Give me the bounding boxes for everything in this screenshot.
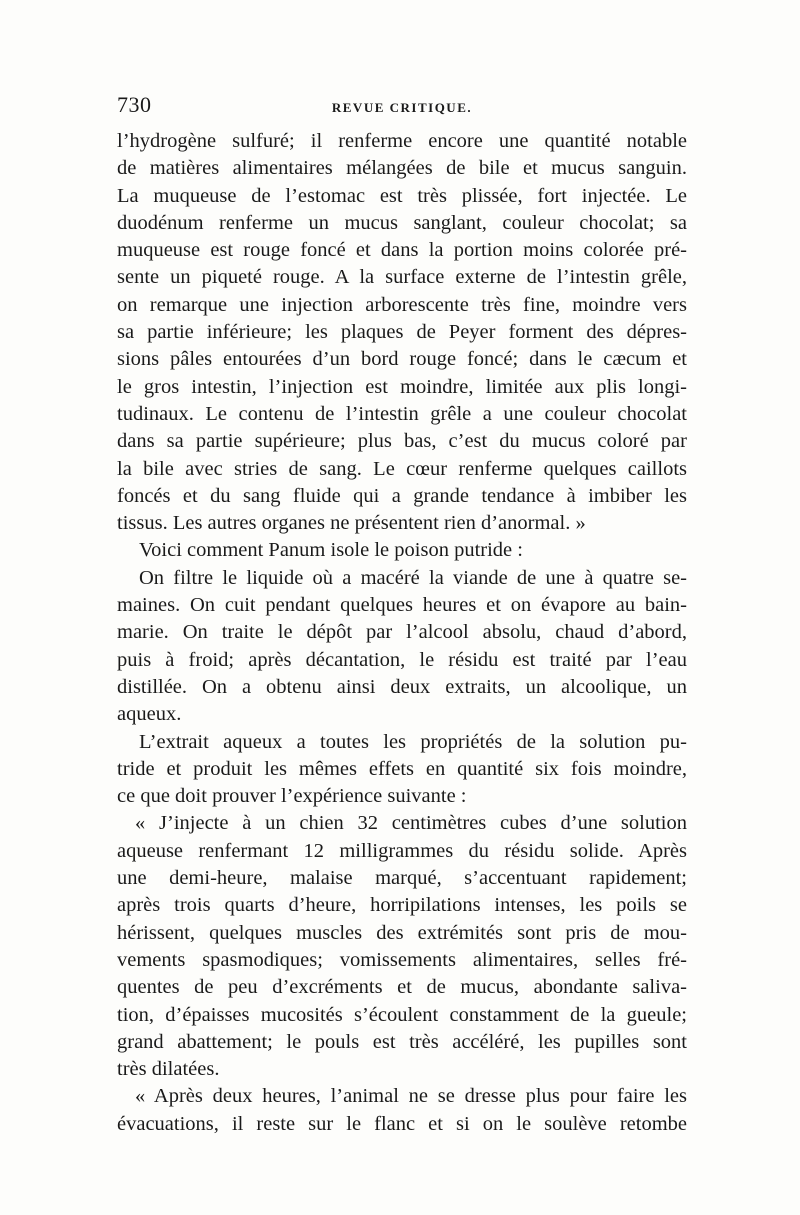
text-line: aqueuse renfermant 12 milligrammes du résidu solide. Après (117, 839, 687, 862)
paragraph-first-line: L’extrait aqueux a toutes les propriétés de la solution pu- (139, 730, 687, 753)
text-line: puis à froid; après décantation, le résidu est traité par l’eau (117, 648, 687, 671)
text-line: sions pâles entourées d’un bord rouge foncé; dans le cæcum et (117, 348, 687, 371)
text-line: hérissent, quelques muscles des extrémités sont pris de mou- (117, 921, 687, 944)
text-line: de matières alimentaires mélangées de bile et mucus sanguin. (117, 157, 687, 180)
text-line: muqueuse est rouge foncé et dans la portion moins colorée pré- (117, 239, 687, 262)
text-line: La muqueuse de l’estomac est très plissée, fort injectée. Le (117, 184, 687, 207)
page-number: 730 (117, 92, 152, 117)
text-line: une demi-heure, malaise marqué, s’accentuant rapidement; (117, 867, 687, 890)
page-header (117, 92, 687, 122)
paragraph-first-line: Voici comment Panum isole le poison putride : (139, 539, 523, 562)
body-text (117, 128, 687, 1138)
text-line: évacuations, il reste sur le flanc et si on le soulève retombe (117, 1112, 687, 1135)
text-line: tion, d’épaisses mucosités s’écoulent constamment de la gueule; (117, 1003, 687, 1026)
running-head: REVUE CRITIQUE. (331, 100, 473, 115)
text-line: tissus. Les autres organes ne présentent rien d’anormal. » (117, 512, 586, 535)
text-line: tride et produit les mêmes effets en quantité six fois moindre, (117, 757, 687, 780)
text-line: aqueux. (117, 703, 182, 726)
text-line: ce que doit prouver l’expérience suivante : (117, 785, 467, 808)
text-line: maines. On cuit pendant quelques heures et on évapore au bain- (117, 594, 687, 617)
text-line: sa partie inférieure; les plaques de Peyer forment des dépres- (117, 321, 687, 344)
text-line: le gros intestin, l’injection est moindre, limitée aux plis longi- (117, 375, 687, 398)
text-line: vements spasmodiques; vomissements alimentaires, selles fré- (117, 948, 687, 971)
text-line: tudinaux. Le contenu de l’intestin grêle a une couleur chocolat (117, 402, 687, 425)
text-line: on remarque une injection arborescente très fine, moindre vers (117, 293, 687, 316)
paragraph-first-line: On filtre le liquide où a macéré la viande de une à quatre se- (139, 566, 687, 589)
text-line: distillée. On a obtenu ainsi deux extraits, un alcoolique, un (117, 675, 687, 698)
text-line: après trois quarts d’heure, horripilations intenses, les poils se (117, 894, 687, 917)
text-line: foncés et du sang fluide qui a grande tendance à imbiber les (117, 484, 687, 507)
text-line: la bile avec stries de sang. Le cœur renferme quelques caillots (117, 457, 687, 480)
text-line: très dilatées. (117, 1058, 220, 1081)
text-line: marie. On traite le dépôt par l’alcool absolu, chaud d’abord, (117, 621, 687, 644)
text-line: grand abattement; le pouls est très accéléré, les pupilles sont (117, 1030, 687, 1053)
quote-first-line: « Après deux heures, l’animal ne se dresse plus pour faire les (135, 1085, 687, 1108)
text-line: dans sa partie supérieure; plus bas, c’est du mucus coloré par (117, 430, 687, 453)
text-line: l’hydrogène sulfuré; il renferme encore une quantité notable (117, 130, 687, 152)
quote-first-line: « J’injecte à un chien 32 centimètres cubes d’une solution (135, 812, 687, 835)
text-line: duodénum renferme un mucus sanglant, couleur chocolat; sa (117, 211, 687, 234)
text-line: sente un piqueté rouge. A la surface externe de l’intestin grêle, (117, 266, 687, 289)
text-line: quentes de peu d’excréments et de mucus, abondante saliva- (117, 976, 687, 999)
